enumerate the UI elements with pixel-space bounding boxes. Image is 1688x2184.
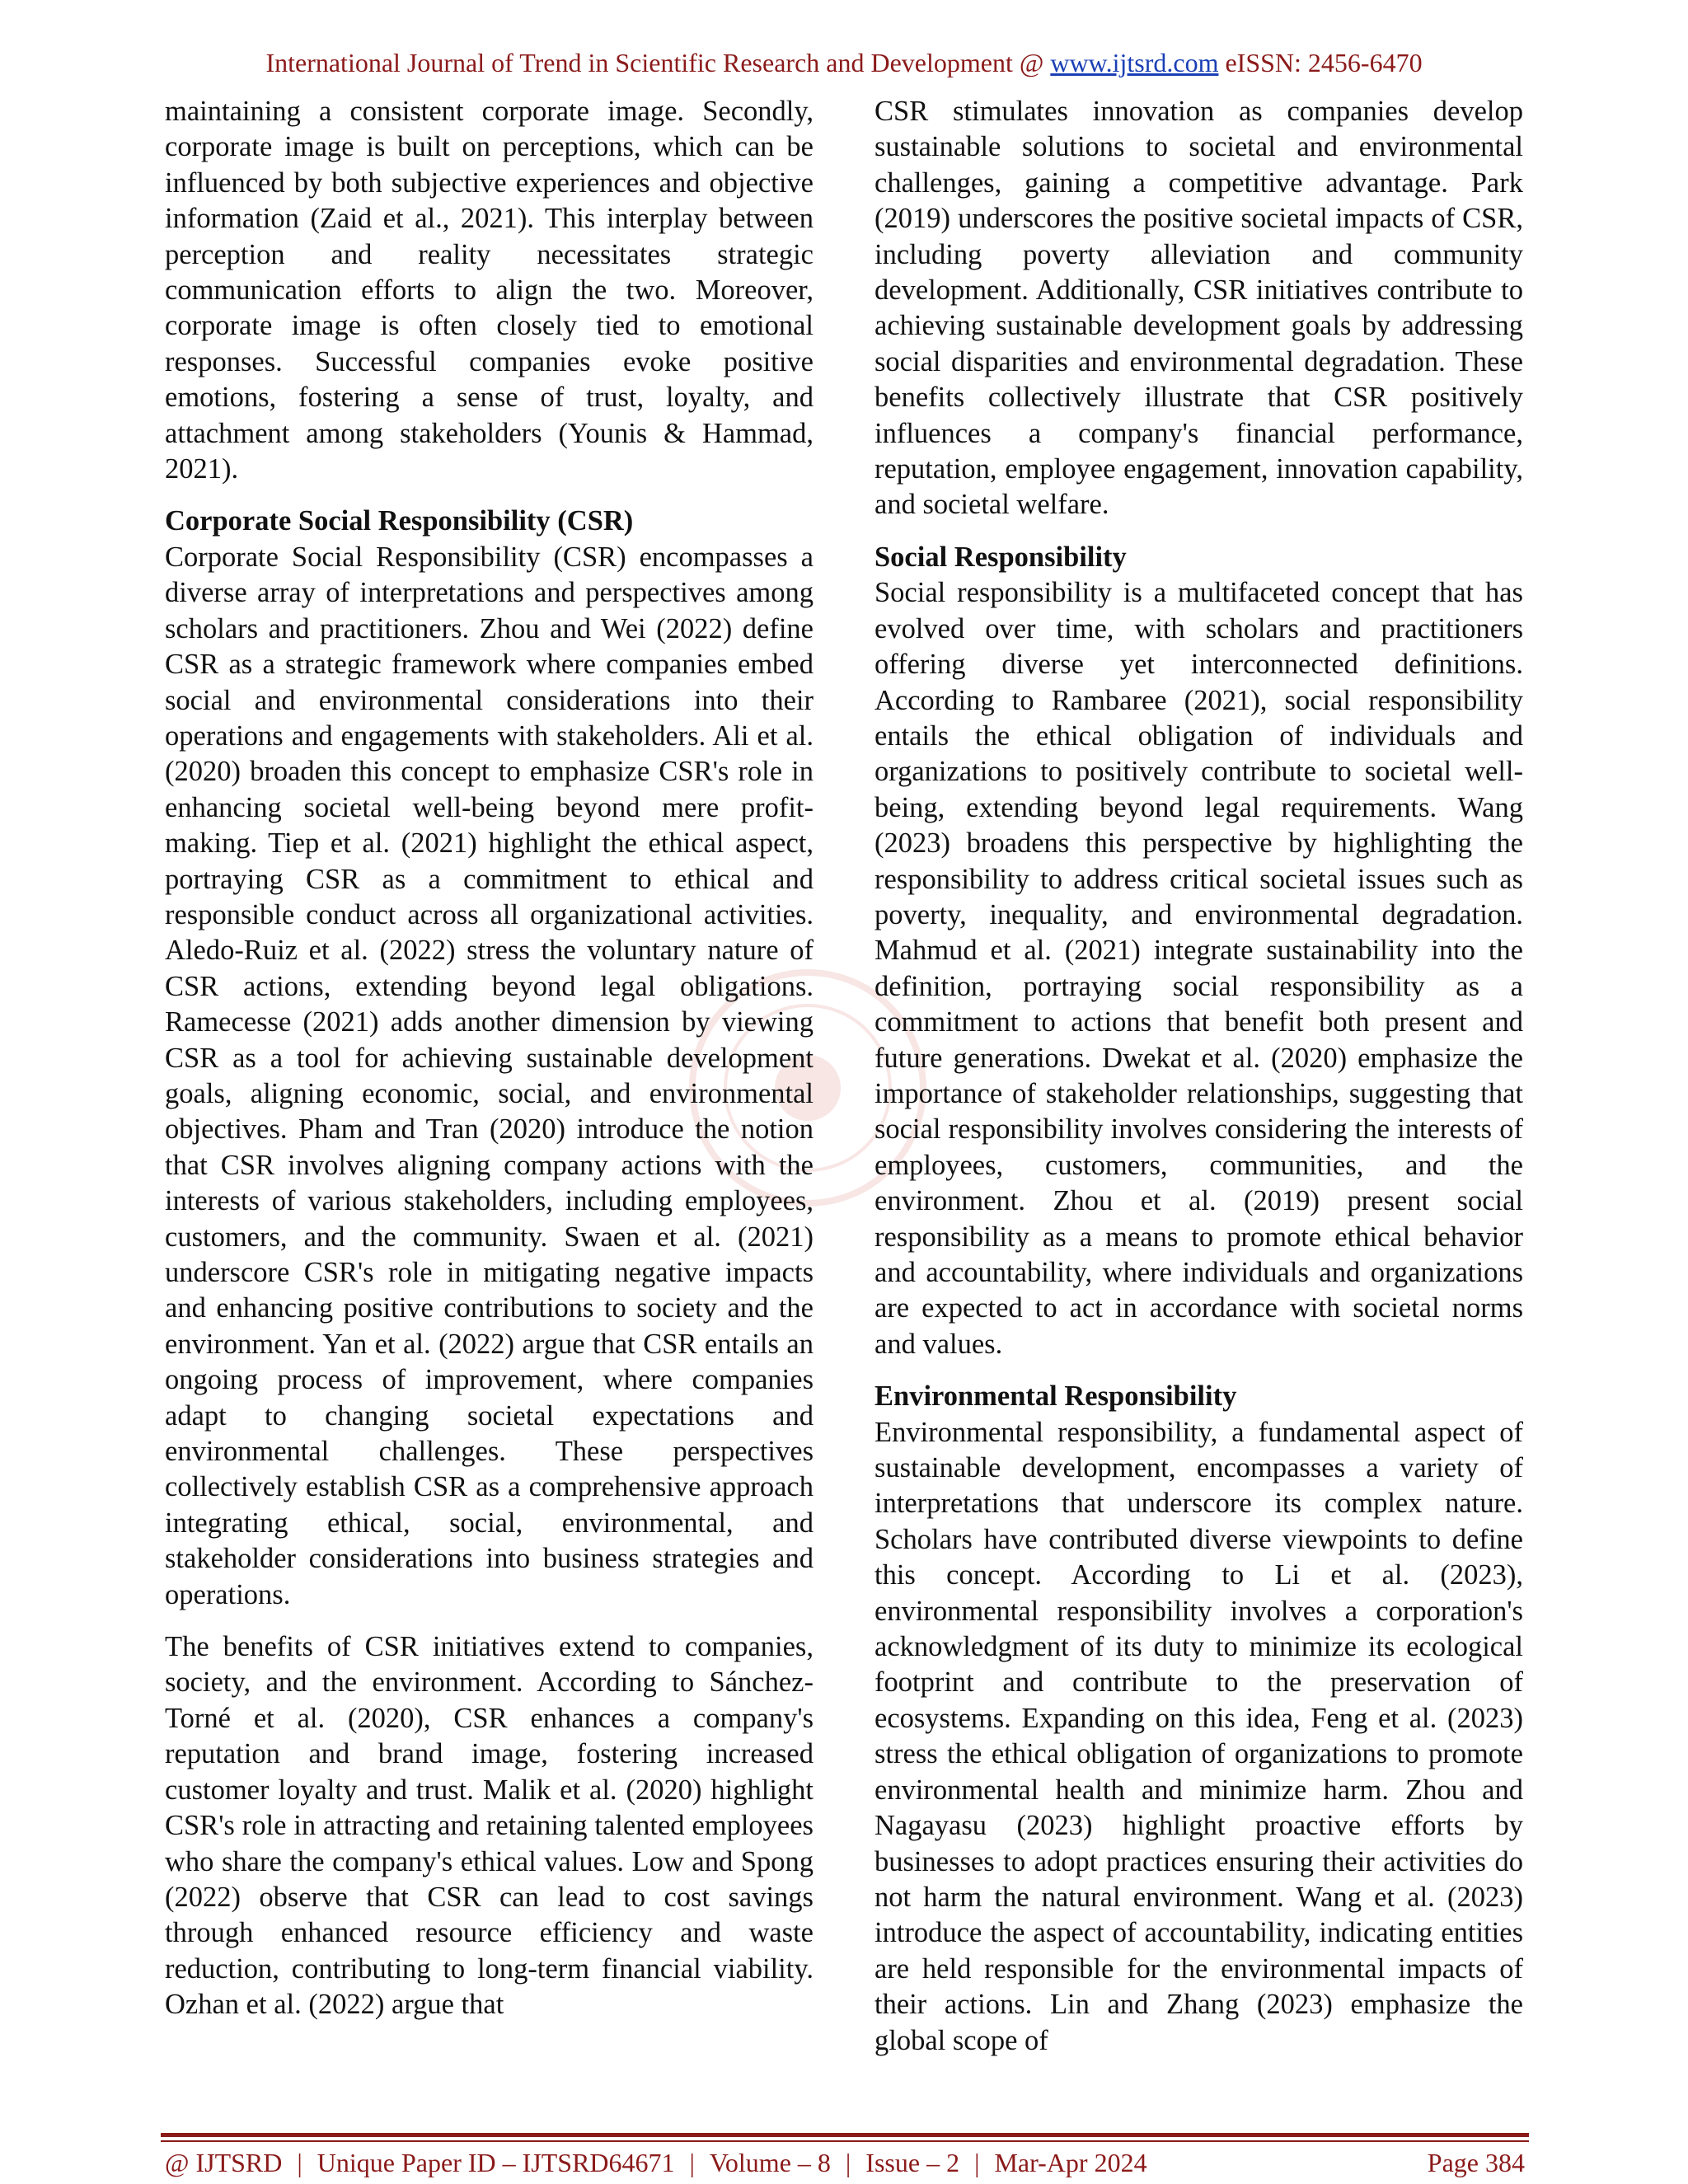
right-column <box>874 94 1523 2075</box>
journal-url-link[interactable]: www.ijtsrd.com <box>1050 48 1219 77</box>
paragraph: Corporate Social Responsibility (CSR) encompasses a diverse array of interpretations and perspectives among scholars and practitioners. Zhou and Wei (2022) define CSR as a strategic framework where companies embed social and environmental considerations into their operations and engagements with stakeholders. Ali et al. (2020) broaden this concept to emphasize CSR's role in enhancing societal well-being beyond mere profit-making. Tiep et al. (2021) highlight the ethical aspect, portraying CSR as a commitment to ethical and responsible conduct across all organizational activities. Aledo-Ruiz et al. (2022) stress the voluntary nature of CSR actions, extending beyond legal obligations. Ramecesse (2021) adds another dimension by viewing CSR as a tool for achieving sustainable development goals, aligning economic, social, and environmental objectives. Pham and Tran (2020) introduce the notion that CSR involves aligning company actions with the interests of various stakeholders, including employees, customers, and the community. Swaen et al. (2021) underscore CSR's role in mitigating negative impacts and enhancing positive contributions to society and the environment. Yan et al. (2022) argue that CSR entails an ongoing process of improvement, where companies adapt to changing societal expectations and environmental challenges. These perspectives collectively establish CSR as a comprehensive approach integrating ethical, social, environmental, and stakeholder considerations into business strategies and operations. <box>165 541 814 1610</box>
issn: eISSN: 2456-6470 <box>1218 48 1423 77</box>
footer-separator: | <box>845 2148 851 2177</box>
running-footer <box>165 2146 1525 2179</box>
footer-paper-id: Unique Paper ID – IJTSRD64671 <box>316 2148 675 2177</box>
footer-rule-thin <box>161 2140 1529 2142</box>
footer-publisher: @ IJTSRD <box>165 2148 283 2177</box>
left-column <box>165 94 814 2040</box>
running-header <box>0 46 1688 79</box>
section-heading-social-responsibility: Social Responsibility <box>874 541 1127 573</box>
section-heading-csr: Corporate Social Responsibility (CSR) <box>165 505 634 537</box>
journal-name: International Journal of Trend in Scientific Research and Development @ <box>265 48 1051 77</box>
paragraph: Environmental responsibility, a fundamental aspect of sustainable development, encompasses a variety of interpretations that underscore its complex nature. Scholars have contributed diverse viewpoints to define this concept. According to Li et al. (2023), environmental responsibility involves a corporation's acknowledgment of its duty to minimize its ecological footprint and contribute to the preservation of ecosystems. Expanding on this idea, Feng et al. (2023) stress the ethical obligation of organizations to promote environmental health and minimize harm. Zhou and Nagayasu (2023) highlight proactive efforts by businesses to adopt practices ensuring their activities do not harm the natural environment. Wang et al. (2023) introduce the aspect of accountability, indicating entities are held responsible for the environmental impacts of their actions. Lin and Zhang (2023) emphasize the global scope of <box>874 1416 1523 2056</box>
section-heading-environmental-responsibility: Environmental Responsibility <box>874 1380 1237 1413</box>
paragraph: maintaining a consistent corporate image. Secondly, corporate image is built on perceptions, which can be influenced by both subjective experiences and objective information (Zaid et al., 2021). This interplay between perception and reality necessitates strategic communication efforts to align the two. Moreover, corporate image is often closely tied to emotional responses. Successful companies evoke positive emotions, fostering a sense of trust, loyalty, and attachment among stakeholders (Younis & Hammad, 2021). <box>165 96 814 485</box>
footer-separator: | <box>974 2148 980 2177</box>
footer-issue: Issue – 2 <box>865 2148 960 2177</box>
footer-page-number: Page 384 <box>1427 2148 1525 2177</box>
footer-rule <box>161 2133 1529 2137</box>
paragraph: CSR stimulates innovation as companies develop sustainable solutions to societal and environmental challenges, gaining a competitive advantage. Park (2019) underscores the positive societal impacts of CSR, including poverty alleviation and community development. Additionally, CSR initiatives contribute to achieving sustainable development goals by addressing social disparities and environmental degradation. These benefits collectively illustrate that CSR positively influences a company's financial performance, reputation, employee engagement, innovation capability, and societal welfare. <box>874 96 1523 521</box>
footer-volume: Volume – 8 <box>709 2148 831 2177</box>
paragraph: The benefits of CSR initiatives extend to companies, society, and the environment. According to Sánchez-Torné et al. (2020), CSR enhances a company's reputation and brand image, fostering increased customer loyalty and trust. Malik et al. (2020) highlight CSR's role in attracting and retaining talented employees who share the company's ethical values. Low and Spong (2022) observe that CSR can lead to cost savings through enhanced resource efficiency and waste reduction, contributing to long-term financial viability. Ozhan et al. (2022) argue that <box>165 1631 814 2021</box>
paragraph: Social responsibility is a multifaceted concept that has evolved over time, with scholars and practitioners offering diverse yet interconnected definitions. According to Rambaree (2021), social responsibility entails the ethical obligation of individuals and organizations to positively contribute to societal well-being, extending beyond legal requirements. Wang (2023) broadens this perspective by highlighting the responsibility to address critical societal issues such as poverty, inequality, and environmental degradation. Mahmud et al. (2021) integrate sustainability into the definition, portraying social responsibility as a commitment to actions that benefit both present and future generations. Dwekat et al. (2020) emphasize the importance of stakeholder relationships, suggesting that social responsibility involves considering the interests of employees, customers, communities, and the environment. Zhou et al. (2019) present social responsibility as a means to promote ethical behavior and accountability, where individuals and organizations are expected to act in accordance with societal norms and values. <box>874 577 1523 1360</box>
footer-separator: | <box>689 2148 695 2177</box>
footer-separator: | <box>297 2148 302 2177</box>
footer-date: Mar-Apr 2024 <box>994 2148 1147 2177</box>
